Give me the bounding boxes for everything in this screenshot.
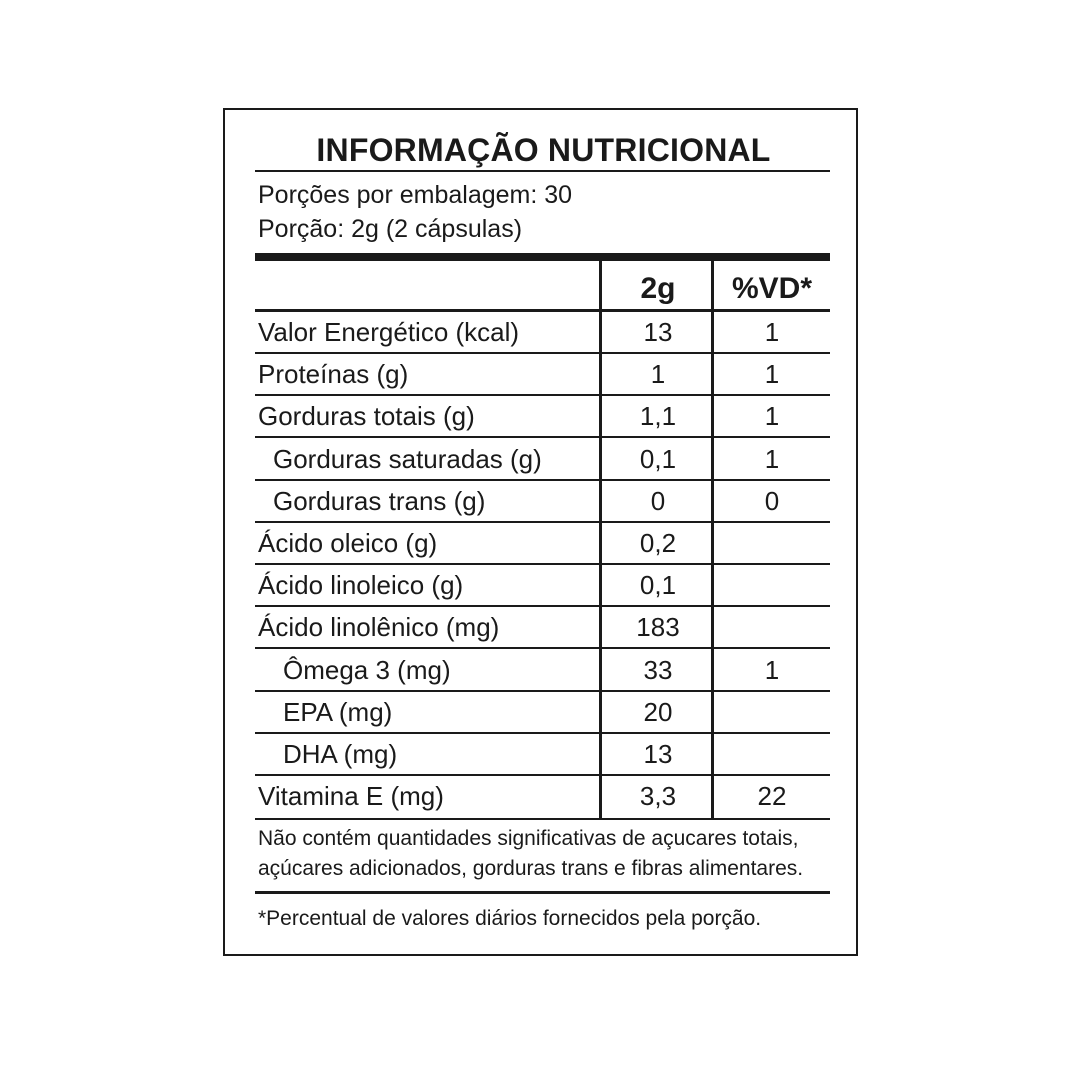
- table-row: [255, 606, 830, 648]
- table-header-row: [255, 268, 830, 310]
- nutrient-dv: 1: [764, 317, 780, 347]
- table-row: [255, 522, 830, 564]
- dv-note-divider: [255, 891, 830, 894]
- table-row: [255, 311, 830, 353]
- column-header-amount: 2g: [640, 272, 676, 305]
- table-row: [255, 649, 830, 691]
- dv-note: *Percentual de valores diários fornecidos pela porção.: [258, 907, 762, 930]
- footnote-line-2: açúcares adicionados, gorduras trans e fibras alimentares.: [258, 857, 804, 880]
- nutrient-name: Gorduras totais (g): [258, 401, 475, 432]
- nutrient-name: Gorduras trans (g): [273, 485, 486, 516]
- nutrient-name: Ácido oleico (g): [258, 528, 438, 558]
- label-title: INFORMAÇÃO NUTRICIONAL: [316, 132, 771, 168]
- nutrient-name: Ômega 3 (mg): [283, 654, 451, 685]
- nutrient-amount: 3,3: [639, 781, 677, 812]
- column-header-dv: %VD*: [731, 272, 813, 305]
- footnote-divider: [255, 818, 830, 820]
- nutrient-amount: 13: [643, 317, 673, 347]
- nutrient-dv: 1: [764, 443, 780, 474]
- nutrient-amount: 20: [643, 696, 673, 727]
- nutrient-amount: 0,1: [639, 570, 677, 601]
- nutrient-amount: 0,2: [639, 528, 677, 558]
- nutrition-facts-label: [223, 108, 858, 956]
- nutrient-name: Valor Energético (kcal): [258, 317, 520, 347]
- table-row: [255, 564, 830, 606]
- nutrient-amount: 33: [643, 654, 673, 685]
- nutrient-name: DHA (mg): [283, 739, 398, 769]
- nutrient-amount: 183: [636, 612, 680, 643]
- nutrient-name: Proteínas (g): [258, 359, 409, 390]
- nutrient-name: Vitamina E (mg): [258, 781, 444, 812]
- nutrient-dv: 1: [764, 401, 780, 432]
- nutrient-amount: 0,1: [639, 443, 677, 474]
- serving-size: Porção: 2g (2 cápsulas): [258, 215, 523, 243]
- footnote-line-1: Não contém quantidades significativas de açucares totais,: [258, 827, 799, 850]
- table-row: [255, 733, 830, 775]
- table-row: [255, 353, 830, 395]
- nutrient-amount: 1,1: [639, 401, 677, 432]
- nutrient-dv: 1: [764, 359, 780, 390]
- nutrient-dv: 22: [757, 781, 787, 812]
- title-divider: [255, 170, 830, 172]
- nutrient-amount: 1: [650, 359, 666, 390]
- table-row: [255, 775, 830, 817]
- table-row: [255, 480, 830, 522]
- nutrient-name: Gorduras saturadas (g): [273, 443, 542, 474]
- nutrient-dv: 0: [764, 485, 780, 516]
- nutrient-dv: 1: [764, 654, 780, 685]
- nutrient-amount: 0: [650, 485, 666, 516]
- table-row: [255, 691, 830, 733]
- nutrient-name: Ácido linoleico (g): [258, 570, 464, 601]
- servings-per-package: Porções por embalagem: 30: [258, 181, 573, 209]
- table-row: [255, 438, 830, 480]
- nutrient-amount: 13: [643, 739, 673, 769]
- table-row: [255, 395, 830, 437]
- nutrient-name: Ácido linolênico (mg): [258, 612, 500, 643]
- nutrient-name: EPA (mg): [283, 696, 393, 727]
- thick-divider: [255, 253, 830, 261]
